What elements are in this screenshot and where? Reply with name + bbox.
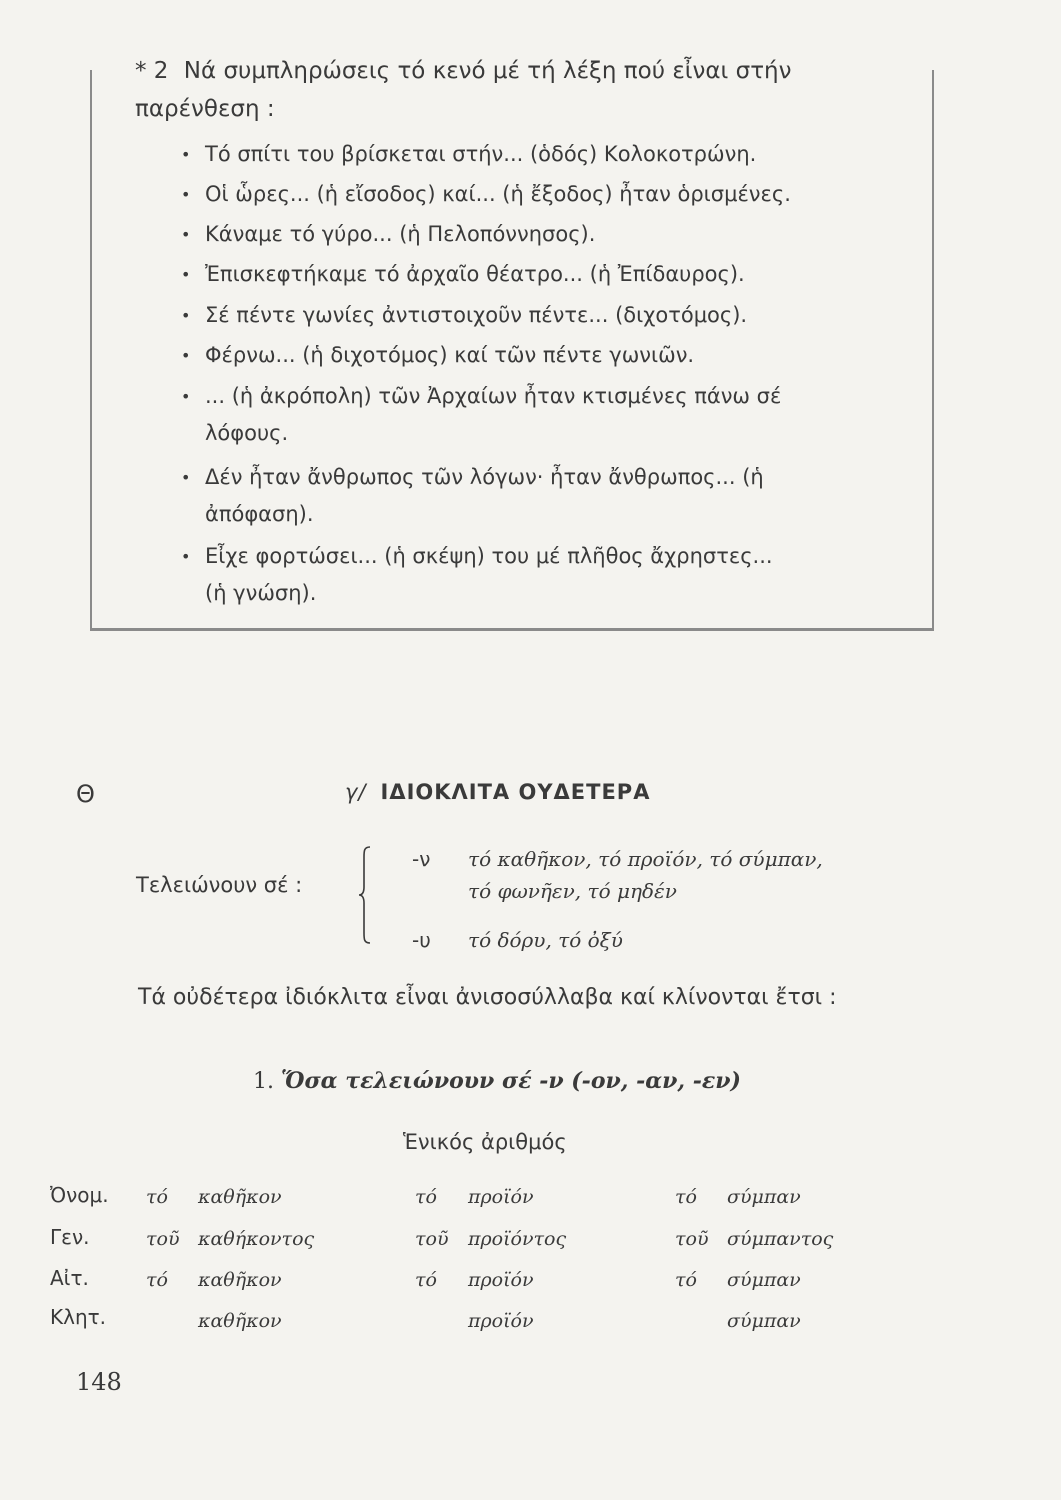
exercise-item-text: Σέ πέντε γωνίες ἀντιστοιχοῦν πέντε... (διχοτόμος). — [205, 303, 748, 327]
section-heading — [345, 780, 650, 804]
exercise-item-continuation: λόφους. — [205, 421, 289, 445]
section-title: ΙΔΙΟΚΛΙΤΑ ΟΥΔΕΤΕΡΑ — [380, 780, 651, 804]
bullet-icon: • — [181, 265, 191, 284]
exercise-item — [183, 378, 913, 452]
exercise-item-text: Τό σπίτι του βρίσκεται στήν... (ὁδός) Κολοκοτρώνη. — [205, 142, 757, 166]
subsection-title-text: Ὅσα τελειώνουν σέ -ν (-ον, -αν, -εν) — [281, 1068, 741, 1094]
subsection-number: 1. — [253, 1069, 274, 1094]
summary-text: Τά οὐδέτερα ἰδιόκλιτα εἶναι ἀνισοσύλλαβα καί κλίνονται ἔτσι : — [138, 985, 837, 1010]
table-form: καθήκοντος — [198, 1228, 315, 1250]
bullet-icon: • — [181, 306, 191, 325]
table-article: τό — [675, 1186, 697, 1208]
endings-label: Τελειώνουν σέ : — [136, 873, 303, 897]
page-number: 148 — [76, 1368, 122, 1396]
table-form: καθῆκον — [198, 1186, 282, 1208]
exercise-item — [183, 176, 913, 213]
exercise-item-continuation: (ἡ γνώση). — [205, 581, 317, 605]
case-label: Αἰτ. — [50, 1266, 89, 1290]
ending-examples-line-2: τό φωνῆεν, τό μηδέν — [468, 879, 677, 903]
table-form: προϊόν — [468, 1269, 534, 1291]
exercise-instruction — [135, 52, 915, 128]
exercise-item — [183, 136, 913, 173]
subsection-title — [253, 1068, 741, 1094]
table-form: σύμπαν — [727, 1310, 801, 1332]
ending-examples-line-1: τό δόρυ, τό ὀξύ — [468, 928, 623, 952]
exercise-item — [183, 216, 913, 253]
exercise-item — [183, 459, 913, 533]
instruction-line-2: παρένθεση : — [135, 96, 275, 122]
bullet-icon: • — [181, 547, 191, 566]
exercise-item — [183, 538, 913, 612]
ending-examples-line-1: τό καθῆκον, τό προϊόν, τό σύμπαν, — [468, 847, 823, 871]
table-form: καθῆκον — [198, 1269, 282, 1291]
exercise-item-text: Οἱ ὧρες... (ἡ εἴσοδος) καί... (ἡ ἔξοδος) ἦταν ὁρισμένες. — [205, 182, 791, 206]
table-article: τό — [675, 1269, 697, 1291]
table-form: σύμπαν — [727, 1269, 801, 1291]
exercise-item-text: Δέν ἦταν ἄνθρωπος τῶν λόγων· ἦταν ἄνθρωπος... (ἡ — [205, 465, 764, 489]
table-article: τοῦ — [415, 1228, 449, 1250]
table-form: σύμπαν — [727, 1186, 801, 1208]
table-form: σύμπαντος — [727, 1228, 834, 1250]
exercise-item-text: Κάναμε τό γύρο... (ἡ Πελοπόννησος). — [205, 222, 596, 246]
bullet-icon: • — [181, 185, 191, 204]
table-form: προϊόν — [468, 1186, 534, 1208]
number-heading: Ἑνικός ἀριθμός — [403, 1130, 567, 1154]
table-article: τοῦ — [146, 1228, 180, 1250]
table-form: προϊόν — [468, 1310, 534, 1332]
bullet-icon: • — [181, 346, 191, 365]
exercise-item — [183, 297, 913, 334]
exercise-item-text: Εἶχε φορτώσει... (ἡ σκέψη) του μέ πλῆθος ἄχρηστες... — [205, 544, 773, 568]
table-form: καθῆκον — [198, 1310, 282, 1332]
exercise-item — [183, 337, 913, 374]
exercise-item — [183, 256, 913, 293]
exercise-item-continuation: ἀπόφαση). — [205, 502, 314, 526]
table-article: τό — [415, 1186, 437, 1208]
case-label: Κλητ. — [50, 1305, 107, 1329]
bullet-icon: • — [181, 387, 191, 406]
table-article: τό — [146, 1269, 168, 1291]
exercise-item-text: Φέρνω... (ἡ διχοτόμος) καί τῶν πέντε γωνιῶν. — [205, 343, 695, 367]
ending-upsilon — [412, 928, 912, 958]
ending-nu — [412, 847, 912, 907]
bullet-icon: • — [181, 145, 191, 164]
table-form: προϊόντος — [468, 1228, 567, 1250]
bullet-icon: • — [181, 468, 191, 487]
ending-suffix: -υ — [412, 928, 431, 952]
case-label: Γεν. — [50, 1225, 90, 1249]
table-article: τοῦ — [675, 1228, 709, 1250]
theta-marker: Θ — [76, 780, 95, 808]
exercise-number: * 2 — [135, 58, 169, 84]
exercise-item-text: Ἐπισκεφτήκαμε τό ἀρχαῖο θέατρο... (ἡ Ἐπίδαυρος). — [205, 262, 745, 286]
case-label: Ὀνομ. — [50, 1183, 109, 1207]
section-letter: γ/ — [345, 780, 367, 804]
ending-suffix: -ν — [412, 847, 431, 871]
brace-icon — [358, 845, 372, 945]
bullet-icon: • — [181, 225, 191, 244]
exercise-item-text: ... (ἡ ἀκρόπολη) τῶν Ἀρχαίων ἦταν κτισμένες πάνω σέ — [205, 384, 782, 408]
table-article: τό — [146, 1186, 168, 1208]
instruction-line-1: Νά συμπληρώσεις τό κενό μέ τή λέξη πού εἶναι στήν — [183, 58, 792, 84]
table-article: τό — [415, 1269, 437, 1291]
